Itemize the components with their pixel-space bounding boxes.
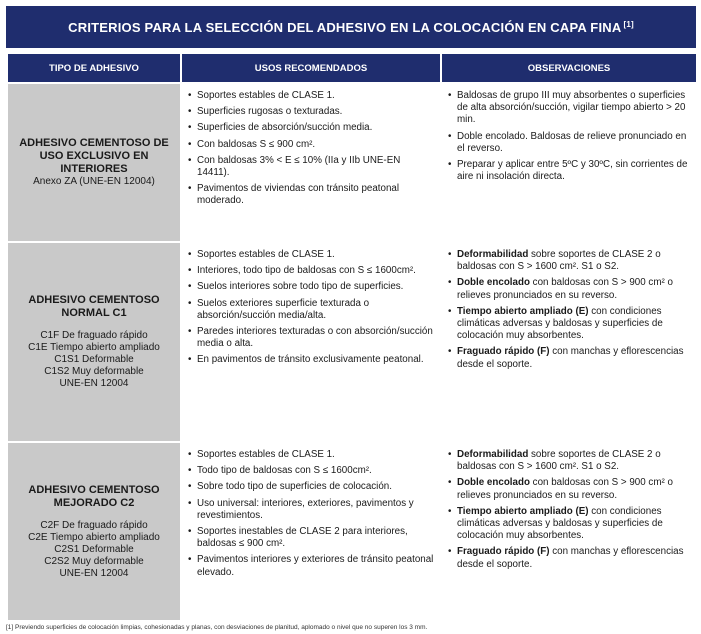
list-item	[448, 159, 690, 183]
recommended-uses-list	[188, 249, 434, 367]
list-item: • Interiores, todo tipo de baldosas con S ≤ 1600cm².	[188, 265, 434, 277]
list-item: • Soportes estables de CLASE 1.	[188, 449, 434, 461]
list-item: • Soportes inestables de CLASE 2 para interiores, baldosas ≤ 900 cm².	[188, 526, 434, 550]
list-item	[448, 346, 690, 370]
list-item	[448, 306, 690, 343]
adhesive-type-name: ADHESIVO CEMENTOSO DE USO EXCLUSIVO EN INTERIORES	[19, 137, 169, 175]
list-item: • Pavimentos interiores y exteriores de tránsito peatonal elevado.	[188, 554, 434, 578]
footnote: [1] Previendo superficies de colocación limpias, cohesionadas y planas, con desviaciones de planitud, aplomado o nivel que no superen los 3 mm.	[6, 624, 428, 631]
observation-text: con manchas y eflorescencias desde el soporte.	[457, 346, 684, 370]
list-item: • Paredes interiores texturadas o con absorción/succión media o alta.	[188, 326, 434, 350]
list-item: • Sobre todo tipo de superficies de colocación.	[188, 481, 434, 493]
observation-keyword: Doble encolado	[457, 277, 530, 289]
list-item: • Suelos exteriores superficie texturada o absorción/succión media/alta.	[188, 298, 434, 322]
adhesive-type-cell	[8, 243, 180, 441]
observation-text: sobre soportes de CLASE 2 o baldosas con S > 1600 cm². S1 o S2.	[457, 449, 661, 473]
recommended-uses-list	[188, 449, 434, 579]
list-item	[448, 249, 690, 273]
adhesive-type-name: ADHESIVO CEMENTOSO NORMAL C1	[28, 294, 160, 319]
adhesive-criteria-table	[6, 52, 698, 622]
observation-text: con baldosas con S > 900 cm² o relieves pronunciados en su reverso.	[457, 477, 673, 501]
table-title	[6, 6, 696, 48]
recommended-uses-cell	[182, 443, 440, 620]
observation-keyword: Fraguado rápido (F)	[457, 346, 550, 358]
list-item: • Superficies rugosas o texturadas.	[188, 106, 434, 118]
list-item: • Soportes estables de CLASE 1.	[188, 90, 434, 102]
observation-text: con manchas y eflorescencias desde el soporte.	[457, 546, 684, 570]
adhesive-type-name: ADHESIVO CEMENTOSO MEJORADO C2	[28, 483, 160, 509]
list-item: • Con baldosas 3% < E ≤ 10% (IIa y IIb UNE-EN 14411).	[188, 155, 434, 179]
list-item: • Superficies de absorción/succión media.	[188, 122, 434, 134]
observations-cell	[442, 84, 696, 241]
observation-text: con baldosas con S > 900 cm² o relieves pronunciados en su reverso.	[457, 277, 673, 301]
list-item: • Uso universal: interiores, exteriores, pavimentos y revestimientos.	[188, 498, 434, 522]
observation-text: Baldosas de grupo III muy absorbentes o superficies de alta absorción/succión, vigilar tiempo abierto > 20 min.	[457, 90, 686, 126]
adhesive-type-cell	[8, 84, 180, 241]
header-usos: USOS RECOMENDADOS	[182, 54, 440, 82]
observations-cell	[442, 243, 696, 441]
recommended-uses-list	[188, 90, 434, 208]
list-item: • Todo tipo de baldosas con S ≤ 1600cm².	[188, 465, 434, 477]
observation-text: sobre soportes de CLASE 2 o baldosas con S > 1600 cm². S1 o S2.	[457, 249, 661, 273]
table-row	[8, 243, 696, 441]
list-item: • Suelos interiores sobre todo tipo de superficies.	[188, 281, 434, 293]
header-observaciones: OBSERVACIONES	[442, 54, 696, 82]
observation-keyword: Fraguado rápido (F)	[457, 546, 550, 558]
observations-list	[448, 249, 690, 371]
table-row	[8, 84, 696, 241]
adhesive-type-cell	[8, 443, 180, 620]
observation-keyword: Tiempo abierto ampliado (E)	[457, 305, 589, 317]
observations-cell	[442, 443, 696, 620]
observation-text: Preparar y aplicar entre 5ºC y 30ºC, sin corrientes de aire ni insolación directa.	[457, 159, 688, 183]
observation-keyword: Deformabilidad	[457, 249, 529, 260]
list-item	[448, 131, 690, 155]
observation-text: con condiciones climáticas adversas y baldosas y superficies de colocación muy absorbentes.	[457, 505, 663, 542]
recommended-uses-cell	[182, 243, 440, 441]
observation-text: Doble encolado. Baldosas de relieve pronunciado en el reverso.	[457, 130, 687, 154]
observation-text: con condiciones climáticas adversas y baldosas y superficies de colocación muy absorbentes.	[457, 305, 663, 342]
title-footnote-ref: [1]	[623, 19, 634, 29]
list-item: • Pavimentos de viviendas con tránsito peatonal moderado.	[188, 183, 434, 207]
list-item	[448, 449, 690, 473]
adhesive-type-subtitle: Anexo ZA (UNE-EN 12004)	[33, 176, 155, 187]
table-row	[8, 443, 696, 620]
adhesive-type-subtitle: C2F De fraguado rápido C2E Tiempo abierto ampliado C2S1 Deformable C2S2 Muy deformable UNE-EN 12004	[28, 519, 160, 579]
list-item: • Soportes estables de CLASE 1.	[188, 249, 434, 261]
header-tipo: TIPO DE ADHESIVO	[8, 54, 180, 82]
header-row	[8, 54, 696, 82]
recommended-uses-cell	[182, 84, 440, 241]
observation-keyword: Doble encolado	[457, 477, 530, 489]
title-text: CRITERIOS PARA LA SELECCIÓN DEL ADHESIVO EN LA COLOCACIÓN EN CAPA FINA	[68, 19, 622, 35]
observations-list	[448, 449, 690, 571]
list-item	[448, 546, 690, 570]
list-item	[448, 277, 690, 301]
adhesive-type-subtitle: C1F De fraguado rápido C1E Tiempo abierto ampliado C1S1 Deformable C1S2 Muy deformable UNE-EN 12004	[28, 330, 160, 389]
list-item	[448, 477, 690, 501]
observation-keyword: Tiempo abierto ampliado (E)	[457, 505, 589, 517]
list-item: • En pavimentos de tránsito exclusivamente peatonal.	[188, 354, 434, 366]
observation-keyword: Deformabilidad	[457, 449, 529, 460]
observations-list	[448, 90, 690, 183]
list-item	[448, 506, 690, 543]
list-item	[448, 90, 690, 127]
list-item: • Con baldosas S ≤ 900 cm².	[188, 139, 434, 151]
